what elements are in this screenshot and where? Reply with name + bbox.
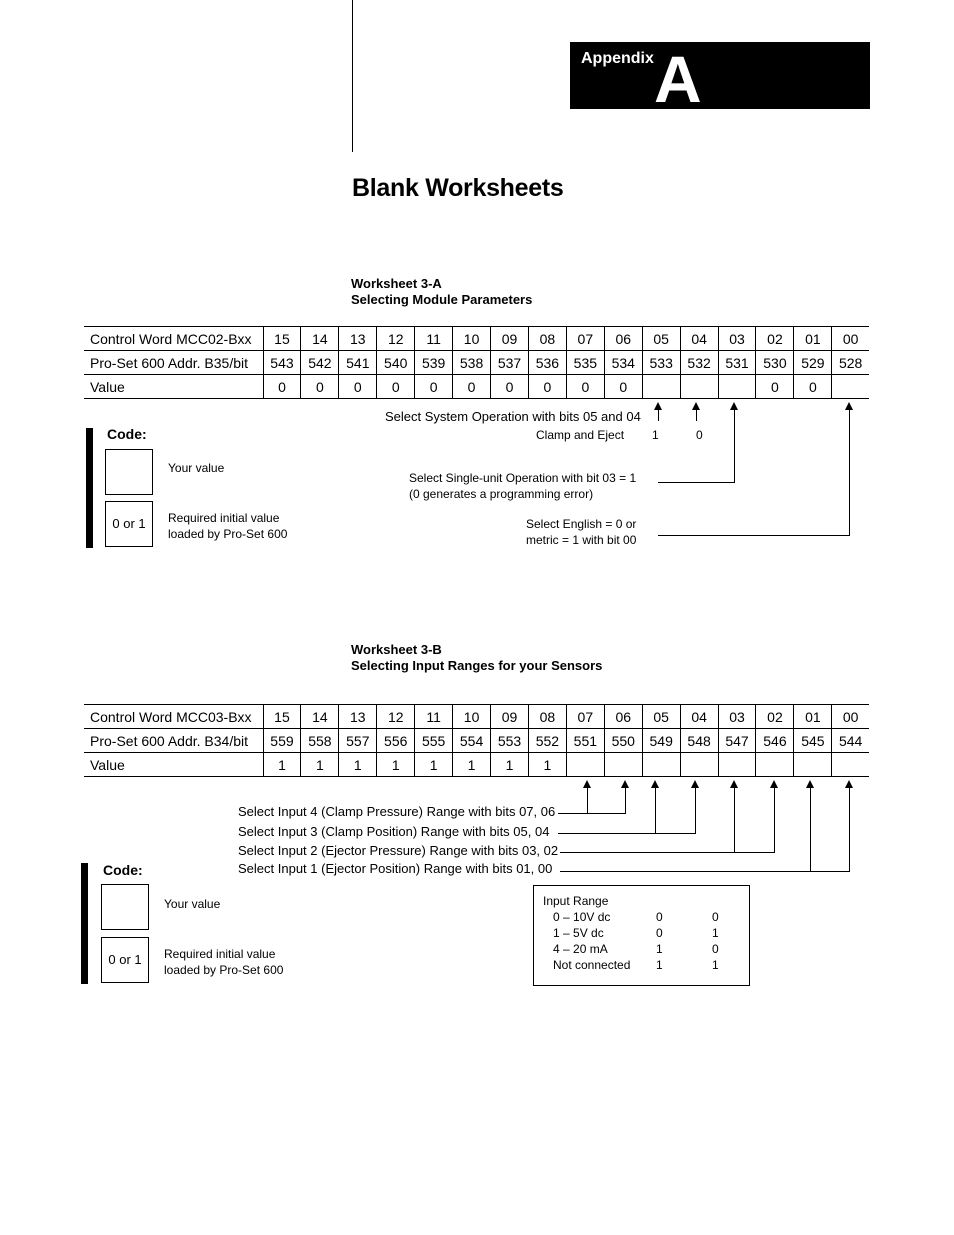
leader-input4 <box>558 813 626 814</box>
bit-cell: 556 <box>377 729 415 753</box>
bit-cell: 528 <box>832 351 869 375</box>
bit-cell: 0 <box>301 375 339 399</box>
bit-cell: 558 <box>301 729 339 753</box>
your-value-box <box>105 449 153 495</box>
table-row <box>84 351 869 375</box>
bit-cell: 1 <box>339 753 377 777</box>
bit-cell: 08 <box>528 705 566 729</box>
bit-cell: 540 <box>377 351 415 375</box>
arrow-bit04-stem <box>696 409 697 421</box>
arrow-bit05-b-stem <box>655 787 656 833</box>
bit-cell[interactable] <box>718 753 756 777</box>
bit-cell: 1 <box>453 753 491 777</box>
bit-cell: 06 <box>604 327 642 351</box>
bit-cell: 11 <box>415 705 453 729</box>
bit-cell: 538 <box>453 351 491 375</box>
bit-cell: 553 <box>491 729 529 753</box>
arrow-bit04-b-stem <box>695 787 696 833</box>
bit-cell: 1 <box>377 753 415 777</box>
arrow-bit05-stem <box>658 409 659 421</box>
bit-cell: 10 <box>453 327 491 351</box>
bit-cell: 541 <box>339 351 377 375</box>
bit-cell: 1 <box>301 753 339 777</box>
bit-cell[interactable] <box>604 753 642 777</box>
code-label-b: Code: <box>103 862 143 878</box>
arrow-bit07-stem <box>587 787 588 813</box>
bit-cell: 539 <box>415 351 453 375</box>
ws-b-subtitle: Selecting Input Ranges for your Sensors <box>351 658 603 673</box>
range-b: 1 <box>712 926 719 940</box>
bit-cell: 02 <box>756 705 794 729</box>
ws-b-table <box>84 704 869 777</box>
note-single-line1: Select Single-unit Operation with bit 03 = 1 <box>409 471 637 485</box>
leader-input3 <box>558 833 696 834</box>
row-label: Control Word MCC03-Bxx <box>84 705 263 729</box>
bit-cell: 00 <box>832 705 869 729</box>
bit-cell: 554 <box>453 729 491 753</box>
bit-cell: 07 <box>566 327 604 351</box>
code-bar-b <box>81 863 88 984</box>
row-label: Pro-Set 600 Addr. B35/bit <box>84 351 263 375</box>
bit-cell[interactable] <box>832 753 869 777</box>
range-label: 4 – 20 mA <box>553 942 608 956</box>
bit-cell: 544 <box>832 729 869 753</box>
bit-cell: 0 <box>415 375 453 399</box>
arrow-bit00-stem <box>849 409 850 535</box>
note-system-operation: Select System Operation with bits 05 and 04 <box>385 409 641 424</box>
bit-cell: 531 <box>718 351 756 375</box>
bit-cell: 1 <box>415 753 453 777</box>
bit-cell[interactable] <box>680 753 718 777</box>
bit-cell[interactable] <box>680 375 718 399</box>
input3-label: Select Input 3 (Clamp Position) Range with bits 05, 04 <box>238 824 550 839</box>
bit-cell: 547 <box>718 729 756 753</box>
your-value-box-b <box>101 884 149 930</box>
bit-cell: 13 <box>339 705 377 729</box>
bit-cell[interactable] <box>832 375 869 399</box>
bit-cell: 537 <box>491 351 529 375</box>
bit-cell: 551 <box>566 729 604 753</box>
bit-cell: 03 <box>718 327 756 351</box>
bit-cell: 11 <box>415 327 453 351</box>
range-b: 0 <box>712 942 719 956</box>
bit-cell: 12 <box>377 327 415 351</box>
ws-a-heading <box>351 276 532 308</box>
code-label: Code: <box>107 426 147 442</box>
bit-cell: 15 <box>263 705 301 729</box>
bit-cell: 00 <box>832 327 869 351</box>
bit-cell[interactable] <box>566 753 604 777</box>
bit-cell: 06 <box>604 705 642 729</box>
bit-cell: 03 <box>718 705 756 729</box>
note-english <box>526 516 636 548</box>
bit-cell: 548 <box>680 729 718 753</box>
bit-cell: 05 <box>642 705 680 729</box>
your-value-label-b: Your value <box>164 897 221 911</box>
bit-cell: 01 <box>794 705 832 729</box>
row-label: Value <box>84 375 263 399</box>
bit-cell: 01 <box>794 327 832 351</box>
bit-cell: 14 <box>301 327 339 351</box>
appendix-tab <box>570 42 870 116</box>
required-value-label <box>168 510 287 542</box>
bit-cell: 0 <box>566 375 604 399</box>
bit-cell: 0 <box>604 375 642 399</box>
bit-cell: 1 <box>263 753 301 777</box>
appendix-label: Appendix <box>581 50 654 67</box>
row-label: Control Word MCC02-Bxx <box>84 327 263 351</box>
row-label: Value <box>84 753 263 777</box>
bit-cell: 542 <box>301 351 339 375</box>
arrow-bit03-b-stem <box>734 787 735 852</box>
bit-cell: 1 <box>528 753 566 777</box>
required-value-box-b: 0 or 1 <box>101 937 149 983</box>
arrow-bit01-b-stem <box>810 787 811 871</box>
bit-cell: 05 <box>642 327 680 351</box>
bit-cell: 0 <box>756 375 794 399</box>
bit-cell: 04 <box>680 705 718 729</box>
leader-bit00 <box>658 535 850 536</box>
input1-label: Select Input 1 (Ejector Position) Range with bits 01, 00 <box>238 861 553 876</box>
note-single-unit <box>409 470 636 502</box>
ws-b-title: Worksheet 3-B <box>351 642 442 657</box>
bit-cell[interactable] <box>642 753 680 777</box>
bit-cell: 02 <box>756 327 794 351</box>
range-label: 1 – 5V dc <box>553 926 604 940</box>
bit-cell: 09 <box>491 705 529 729</box>
code-bar <box>86 428 93 548</box>
bit-cell: 552 <box>528 729 566 753</box>
leader-input2 <box>560 852 775 853</box>
arrow-bit00-b-stem <box>849 787 850 871</box>
table-row <box>84 729 869 753</box>
bit-cell: 0 <box>528 375 566 399</box>
ws-a-title: Worksheet 3-A <box>351 276 442 291</box>
bit-cell: 545 <box>794 729 832 753</box>
note-english-line2: metric = 1 with bit 00 <box>526 533 637 547</box>
bit-cell: 557 <box>339 729 377 753</box>
bit-cell: 0 <box>263 375 301 399</box>
bit04-value: 0 <box>696 428 703 442</box>
bit-cell: 546 <box>756 729 794 753</box>
bit-cell: 550 <box>604 729 642 753</box>
range-b: 1 <box>712 958 719 972</box>
range-a: 1 <box>656 942 663 956</box>
note-english-line1: Select English = 0 or <box>526 517 637 531</box>
bit-cell: 555 <box>415 729 453 753</box>
range-label: Not connected <box>553 958 631 972</box>
table-row <box>84 753 869 777</box>
bit-cell: 529 <box>794 351 832 375</box>
table-row <box>84 375 869 399</box>
bit-cell: 559 <box>263 729 301 753</box>
input2-label: Select Input 2 (Ejector Pressure) Range with bits 03, 02 <box>238 843 559 858</box>
bit-cell: 12 <box>377 705 415 729</box>
row-label: Pro-Set 600 Addr. B34/bit <box>84 729 263 753</box>
bit-cell[interactable] <box>756 753 794 777</box>
arrow-bit06-stem <box>625 787 626 813</box>
required-value-box: 0 or 1 <box>105 501 153 547</box>
bit-cell[interactable] <box>642 375 680 399</box>
bit-cell: 14 <box>301 705 339 729</box>
note-single-line2: (0 generates a programming error) <box>409 487 594 501</box>
bit05-value: 1 <box>652 428 659 442</box>
bit-cell: 0 <box>453 375 491 399</box>
bit-cell: 1 <box>491 753 529 777</box>
bit-cell: 530 <box>756 351 794 375</box>
bit-cell[interactable] <box>794 753 832 777</box>
input4-label: Select Input 4 (Clamp Pressure) Range with bits 07, 06 <box>238 804 556 819</box>
required-value-label-b <box>164 946 283 978</box>
bit-cell: 07 <box>566 705 604 729</box>
leader-input1 <box>560 871 850 872</box>
range-label: 0 – 10V dc <box>553 910 611 924</box>
bit-cell: 534 <box>604 351 642 375</box>
required-line1: Required initial value <box>168 511 280 525</box>
bit-cell[interactable] <box>718 375 756 399</box>
arrow-bit03-stem <box>734 409 735 482</box>
bit-cell: 0 <box>794 375 832 399</box>
page-title: Blank Worksheets <box>352 174 564 202</box>
ws-b-heading <box>351 642 602 674</box>
bit-cell: 549 <box>642 729 680 753</box>
bit-cell: 543 <box>263 351 301 375</box>
range-a: 0 <box>656 910 663 924</box>
required-b-line2: loaded by Pro-Set 600 <box>164 963 284 977</box>
note-clamp-eject: Clamp and Eject <box>536 428 625 442</box>
bit-cell: 535 <box>566 351 604 375</box>
range-b: 0 <box>712 910 719 924</box>
bit-cell: 536 <box>528 351 566 375</box>
bit-cell: 0 <box>491 375 529 399</box>
range-a: 1 <box>656 958 663 972</box>
input-range-title: Input Range <box>543 894 609 908</box>
bit-cell: 533 <box>642 351 680 375</box>
your-value-label: Your value <box>168 461 225 475</box>
bit-cell: 08 <box>528 327 566 351</box>
appendix-letter: A <box>654 42 702 116</box>
header-rule <box>352 0 353 152</box>
ws-a-table <box>84 326 869 399</box>
required-line2: loaded by Pro-Set 600 <box>168 527 288 541</box>
range-a: 0 <box>656 926 663 940</box>
ws-a-subtitle: Selecting Module Parameters <box>351 292 533 307</box>
bit-cell: 04 <box>680 327 718 351</box>
arrow-bit02-b-stem <box>774 787 775 852</box>
bit-cell: 0 <box>339 375 377 399</box>
required-b-line1: Required initial value <box>164 947 276 961</box>
table-row <box>84 327 869 351</box>
bit-cell: 09 <box>491 327 529 351</box>
leader-bit03 <box>658 482 735 483</box>
bit-cell: 532 <box>680 351 718 375</box>
bit-cell: 10 <box>453 705 491 729</box>
bit-cell: 0 <box>377 375 415 399</box>
table-row <box>84 705 869 729</box>
bit-cell: 13 <box>339 327 377 351</box>
input-range-box <box>533 885 750 986</box>
bit-cell: 15 <box>263 327 301 351</box>
